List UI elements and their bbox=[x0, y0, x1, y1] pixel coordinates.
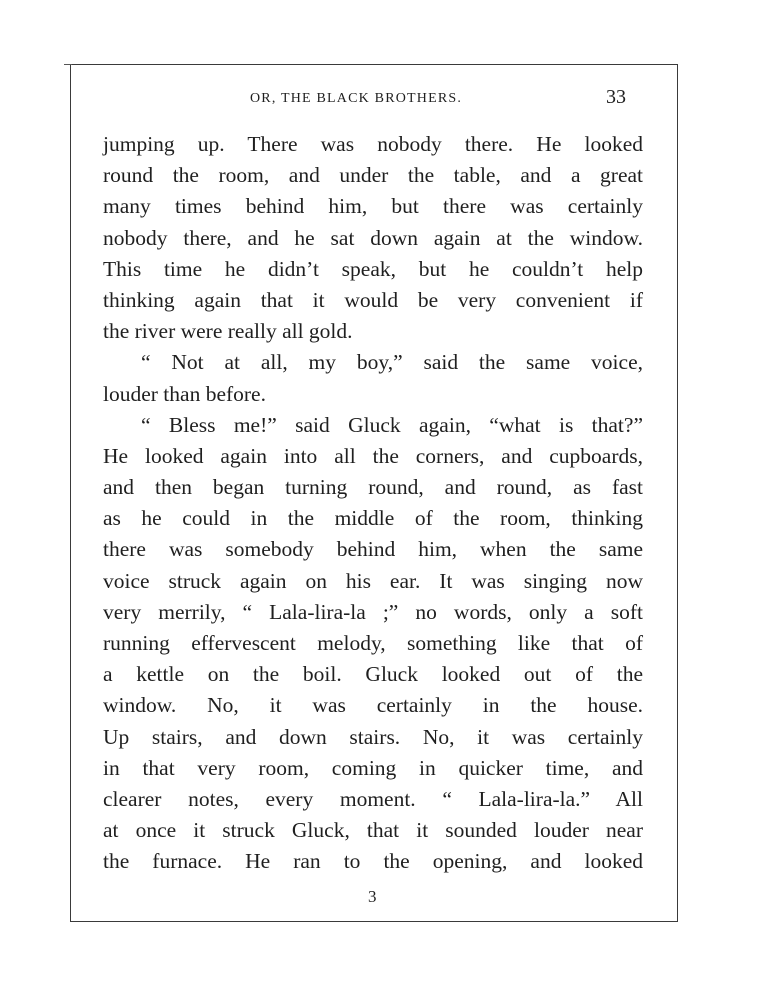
text-line: “ Bless me!” said Gluck again, “what is that?” bbox=[141, 412, 643, 437]
text-line: and then began turning round, and round, as fast bbox=[103, 475, 643, 500]
text-line: a kettle on the boil. Gluck looked out of the bbox=[103, 662, 643, 687]
text-line: jumping up. There was nobody there. He looked bbox=[103, 132, 643, 156]
text-line: “ Not at all, my boy,” said the same voice, bbox=[141, 350, 643, 375]
text-line: thinking again that it would be very convenient if bbox=[103, 287, 643, 312]
page-number: 33 bbox=[606, 86, 626, 108]
text-line: running effervescent melody, something like that of bbox=[103, 631, 643, 655]
text-line: window. No, it was certainly in the house. bbox=[103, 693, 643, 718]
text-line: the river were really all gold. bbox=[103, 319, 353, 344]
body-text bbox=[103, 129, 643, 878]
text-line: there was somebody behind him, when the same bbox=[103, 537, 643, 562]
text-line: many times behind him, but there was certainly bbox=[103, 194, 643, 219]
text-line: the furnace. He ran to the opening, and looked bbox=[103, 849, 643, 874]
text-line: clearer notes, every moment. “ Lala-lira-la.” All bbox=[103, 786, 643, 811]
signature-mark: 3 bbox=[368, 887, 377, 906]
text-line: louder than before. bbox=[103, 381, 266, 406]
running-title: OR, THE BLACK BROTHERS. bbox=[250, 91, 463, 106]
text-line: in that very room, coming in quicker time, and bbox=[103, 755, 643, 780]
text-line: voice struck again on his ear. It was singing now bbox=[103, 568, 643, 593]
border-tick bbox=[64, 64, 72, 65]
text-line: round the room, and under the table, and a great bbox=[103, 163, 643, 188]
text-line: This time he didn’t speak, but he couldn’t help bbox=[103, 256, 643, 281]
text-line: Up stairs, and down stairs. No, it was certainly bbox=[103, 724, 643, 749]
text-line: nobody there, and he sat down again at the window. bbox=[103, 225, 643, 250]
text-line: very merrily, “ Lala-lira-la ;” no words, only a soft bbox=[103, 599, 643, 624]
text-line: at once it struck Gluck, that it sounded louder near bbox=[103, 818, 643, 843]
text-line: as he could in the middle of the room, thinking bbox=[103, 506, 643, 531]
text-line: He looked again into all the corners, and cupboards, bbox=[103, 443, 643, 468]
